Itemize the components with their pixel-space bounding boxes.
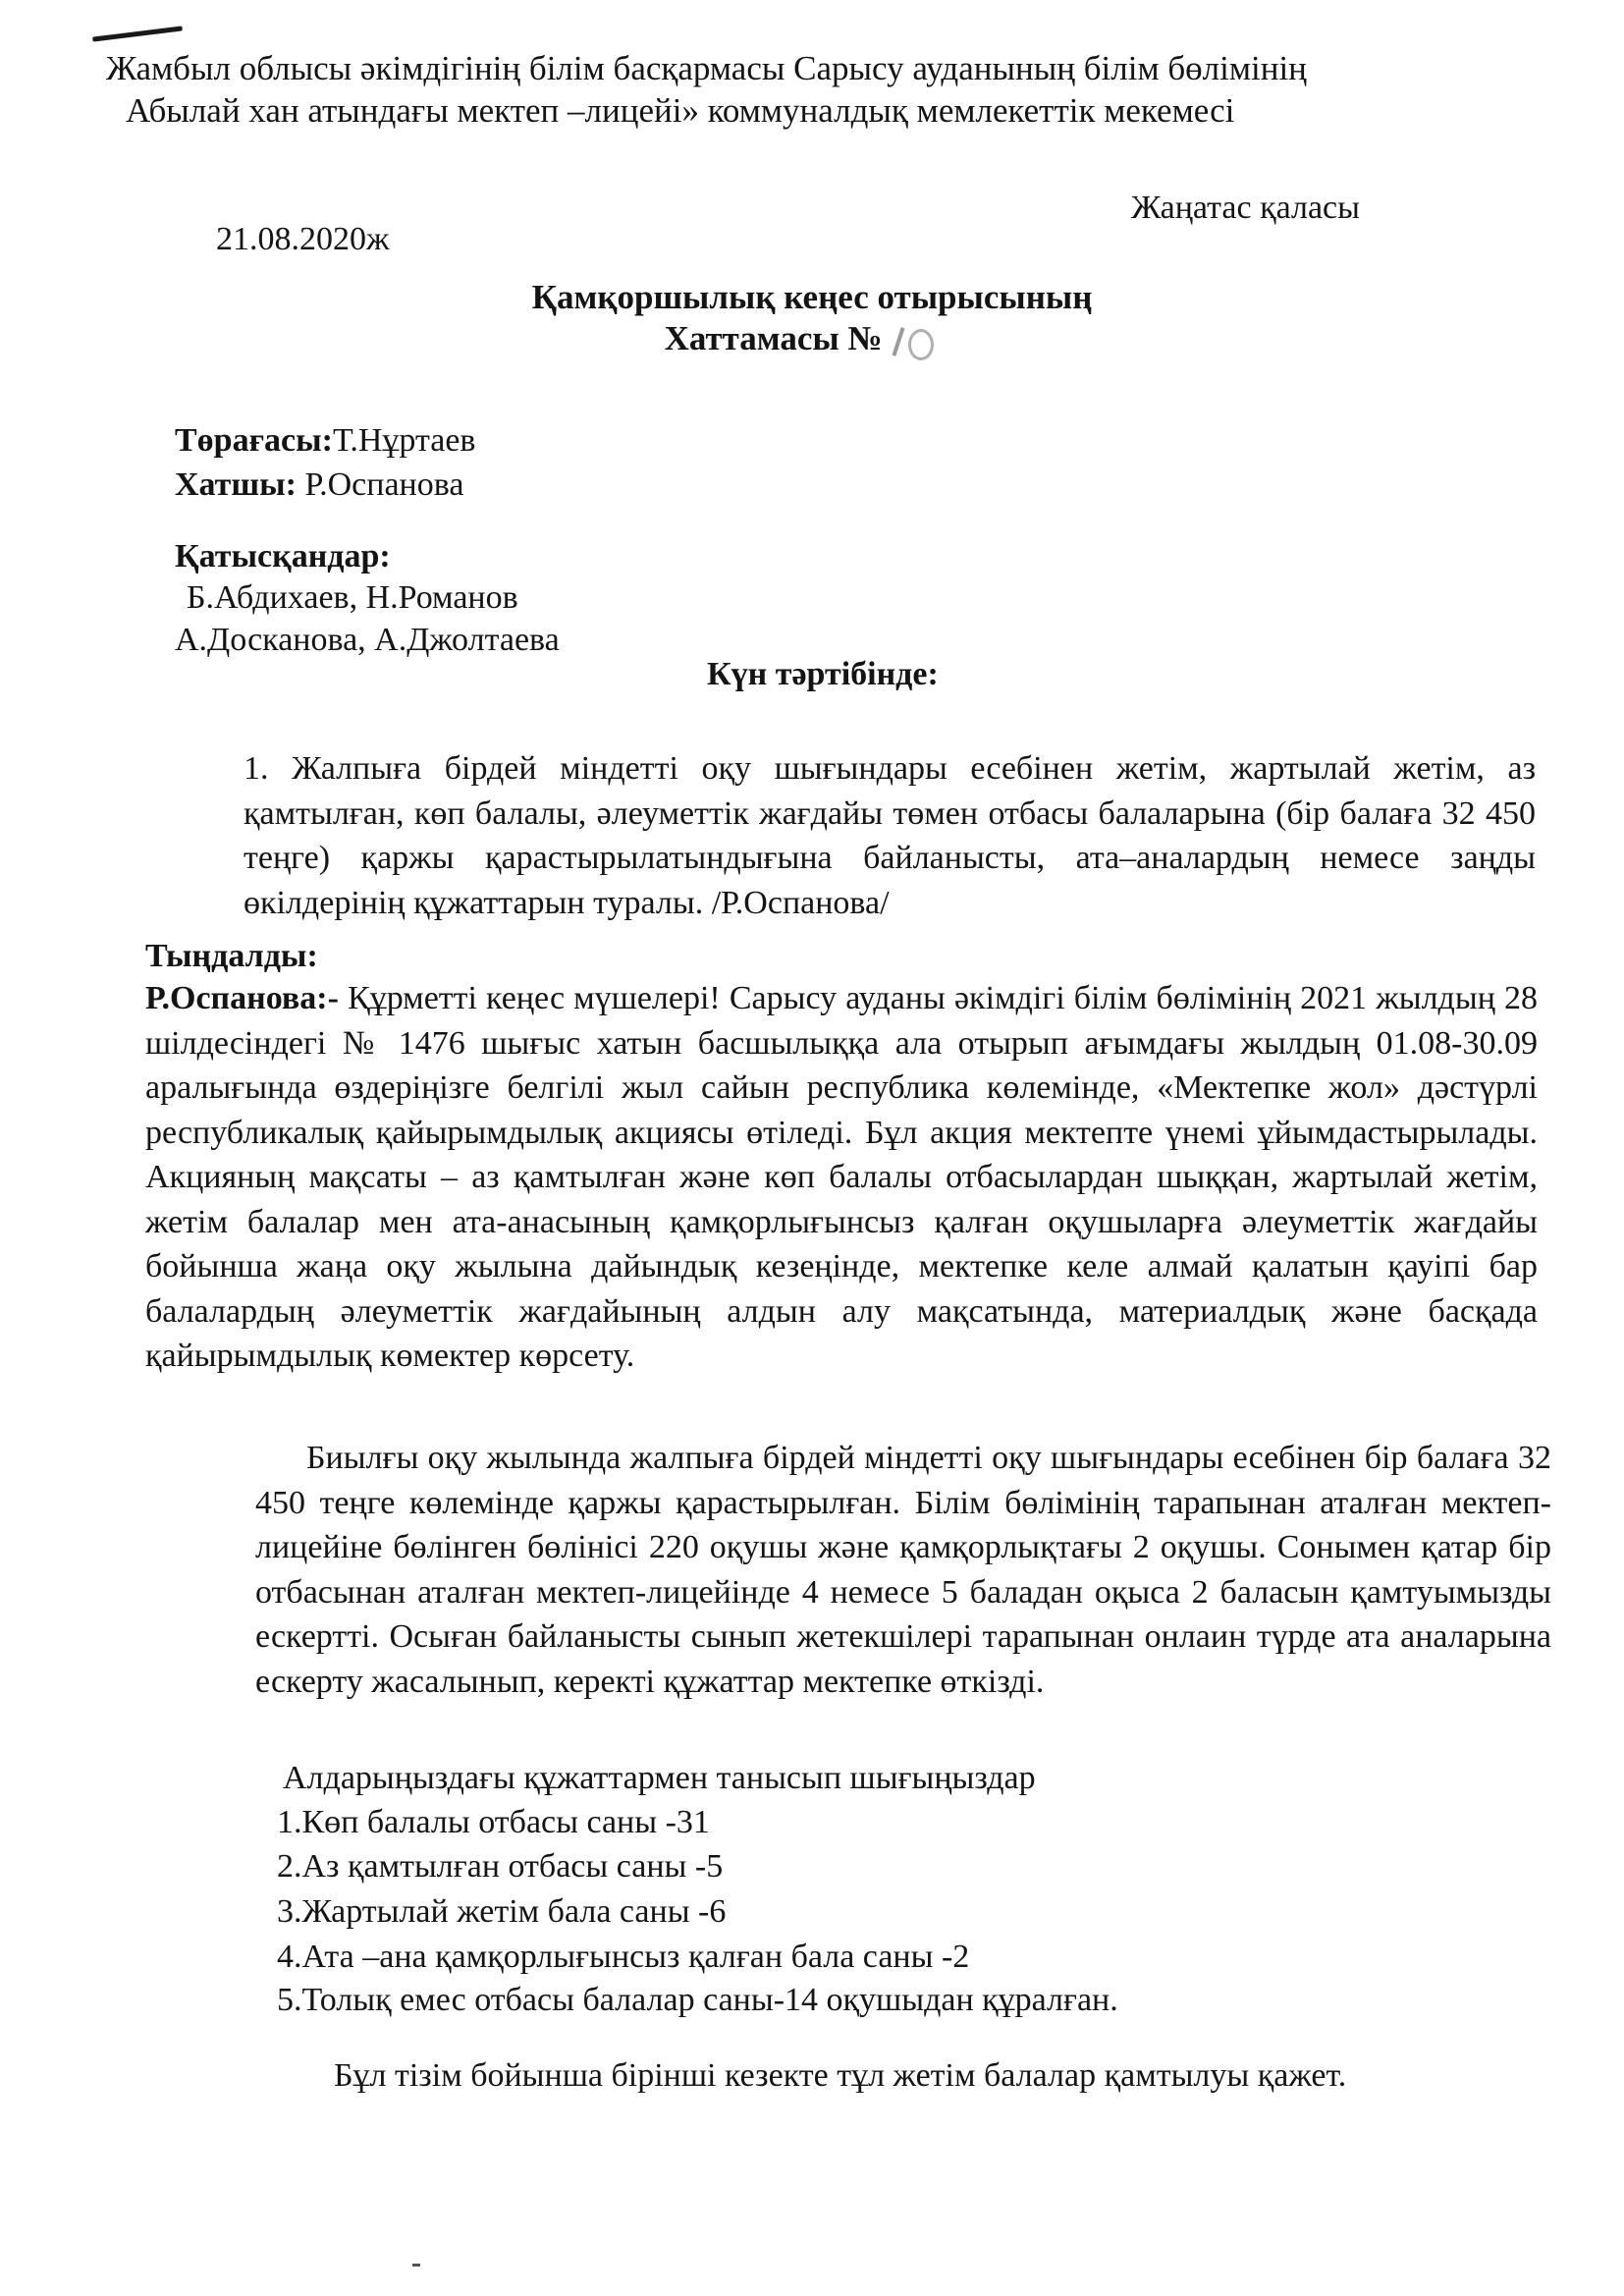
- document-date: 21.08.2020ж: [216, 221, 390, 257]
- secretary-line: [175, 466, 463, 504]
- agenda-heading: Күн тәртібінде:: [707, 656, 939, 692]
- scan-artifact: [412, 2264, 420, 2267]
- handwritten-number-icon: [891, 325, 959, 358]
- participants-label: Қатысқандар:: [175, 538, 391, 574]
- participants-line-1: Б.Абдихаев, Н.Романов: [187, 579, 518, 616]
- list-item: 5.Толық емес отбасы балалар саны-14 оқушыдан құралған.: [277, 1982, 1118, 2018]
- list-item: 1.Көп балалы отбасы саны -31: [277, 1804, 710, 1840]
- speaker-label: Р.Оспанова:-: [145, 980, 339, 1016]
- header-line-1: Жамбыл облысы әкімдігінің білім басқармасы Сарысу ауданының білім бөлімінің: [106, 49, 1307, 87]
- chair-name: Т.Нұртаев: [333, 422, 476, 459]
- chair-label: Төрағасы:: [175, 422, 333, 459]
- speech-text-1: Құрметті кеңес мүшелері! Сарысу ауданы әкімдігі білім бөлімінің 2021 жылдың 28 шілдесіндегі № 1476 шығыс хатын басшылыққа ала отырып ағымдағы жылдың 01.08-30.09 аралығында өздеріңізге белгілі жыл сайын республика көлемінде, «Мектепке жол» дәстүрлі республикалық қайырымдылық акциясы өтіледі. Бұл акция мектепте үнемі ұйымдастырылады. Акцияның мақсаты – аз қамтылған және көп балалы отбасылардан шыққан, жартылай жетім, жетім балалар мен ата-анасының қамқорлығынсыз қалған оқушыларға әлеуметтік жағдайы бойынша жаңа оқу жылына дайындық кезеңінде, мектепке келе алмай қалатын қауіпі бар балалардың әлеуметтік жағдайының алдын алу мақсатында, материалдық және басқада қайырымдылық көмектер көрсету.: [145, 980, 1538, 1374]
- speech-paragraph-1: [145, 976, 1538, 1379]
- closing-statement: Бұл тізім бойынша бірінші кезекте тұл жетім балалар қамтылуы қажет.: [334, 2057, 1347, 2094]
- agenda-item-1: 1. Жалпыға бірдей міндетті оқу шығындары есебінен жетім, жартылай жетім, аз қамтылған, көп балалы, әлеуметтік жағдайы төмен отбасы балаларына (бір балаға 32 450 теңге) қаржы қарастырылатындығына байланысты, ата–аналардың немесе заңды өкілдерінің құжаттарын туралы. /Р.Оспанова/: [244, 750, 1536, 921]
- speech-paragraph-2-last: Алдарыңыздағы құжаттармен танысып шығыңыздар: [283, 1760, 1036, 1796]
- list-item: 3.Жартылай жетім бала саны -6: [277, 1893, 727, 1930]
- document-city: Жаңатас қаласы: [1131, 190, 1360, 226]
- secretary-name: Р.Оспанова: [296, 466, 464, 503]
- list-item: 4.Ата –ана қамқорлығынсыз қалған бала саны -2: [277, 1939, 970, 1975]
- list-item: 2.Аз қамтылған отбасы саны -5: [277, 1848, 724, 1885]
- chair-line: [175, 422, 475, 460]
- protocol-number-label: Хаттамасы №: [664, 319, 883, 357]
- scan-mark: [92, 26, 183, 41]
- speech-paragraph-2: Биылғы оқу жылында жалпыға бірдей міндетті оқу шығындары есебінен бір балаға 32 450 теңге көлемінде қаржы қарастырылған. Білім бөлімінің тарапынан аталған мектеп-лицейіне бөлінген бөлінісі 220 оқушы және қамқорлықтағы 2 оқушы. Сонымен қатар бір отбасынан аталған мектеп-лицейінде 4 немесе 5 баладан оқыса 2 баласын қамтуымызды ескертті. Осыған байланысты сынып жетекшілері тарапынан онлаин түрде ата аналарына ескерту жасалынып, керекті құжаттар мектепке өткізді.: [255, 1440, 1551, 1700]
- header-line-2: Абылай хан атындағы мектеп –лицейі» коммуналдық мемлекеттік мекемесі: [126, 91, 1235, 130]
- secretary-label: Хатшы:: [175, 466, 297, 503]
- document-title: Қамқоршылық кеңес отырысының: [531, 278, 1093, 316]
- participants-line-2: А.Досканова, А.Джолтаева: [175, 622, 560, 658]
- hearing-label: Тыңдалды:: [145, 938, 318, 974]
- protocol-number: [0, 319, 1624, 358]
